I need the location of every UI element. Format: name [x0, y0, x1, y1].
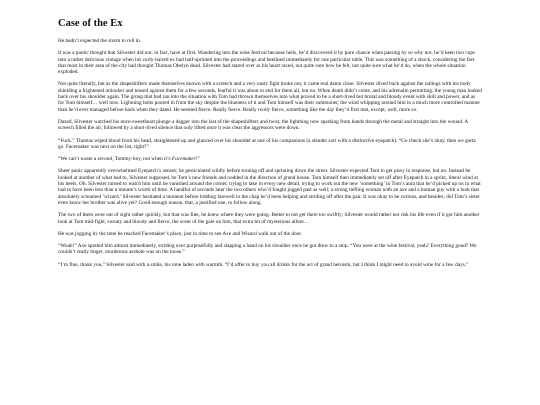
emphasis-text: second — [97, 156, 113, 163]
paragraph — [58, 262, 482, 268]
paragraph-text: !” — [195, 156, 200, 163]
paragraph-text: “We can’t waste a — [58, 156, 98, 163]
paragraph — [58, 212, 482, 225]
paragraph-text: He was jogging by the time he reached Facemaker’s place, just in time to see Axe and Wizard walk out of the door. — [58, 230, 303, 237]
paragraph — [58, 243, 482, 256]
paragraph-text: , he’d been two cups into a rather delicious vintage when his curly-haired ex had half-sprinted into the proceedings and beelined immediately for one particular table. This was something of a shock, considering the fact that most in their area of the city had thought Thomas Obelyn dead. Silvester had stared over as his heart raced, not quite sure how he felt, not quite sure what he’d do, when the whole situation exploded. — [58, 50, 476, 76]
paragraph-text: “Fuck.” Thomas wiped blood from his head, straightened up and glanced over his shoulder at one of his companions (a slender sort with a distinctive eyepatch). “Go check she’s okay, then we gotta go. Facemaker was next on the list, right?” — [58, 137, 476, 150]
document-title: Case of the Ex — [58, 18, 123, 29]
emphasis-text: too — [318, 212, 326, 219]
paragraph — [58, 119, 482, 132]
paragraph-text: fierce, something like the day they’d first met, except, well, more so. — [270, 106, 418, 113]
paragraph — [58, 38, 482, 44]
paragraph-text: It was a poetic thought that Silvester did not, in fact, have at first. Wandering into the wine festival because hells, he’d discovered it by pure chance when passing by so why — [58, 50, 425, 57]
paragraph — [58, 81, 482, 112]
emphasis-text: Facemaker — [171, 156, 196, 163]
paragraph-text: He hadn’t expected the storm to roll in. — [58, 38, 142, 44]
document-body — [58, 38, 482, 268]
paragraph-text: The two of them were out of sight rather quickly, but that was fine, he knew where they were going. Better to not get there — [58, 212, 319, 219]
paragraph-text: Dazed, Silvester watched his once-sweetheart plunge a dagger into the last of the shapeshifters and twist, the lightning now sparking from hands through the metal and straight into the wound. A screech filled the air, followed by a short-lived silence that only lifted once it was clear the aggressors were down. — [58, 118, 468, 132]
paragraph-text: “Woah!” Axe spotted him almost immediately, striding over purposefully and slapping a hand on his shoulder once he got drew to a stop. “You were at the wine festival, yeah? Everything good? We couldn’t really linger, murderous asshole was on the loose.” — [58, 243, 477, 256]
paragraph — [58, 138, 482, 151]
emphasis-text: really — [258, 106, 271, 113]
paragraph-text: Sheer panic apparently overwhelmed Eyepatch’s senses; he gesticulated wildly before turning off and sprinting down the street. Silvester expected Tom to get pissy in response, but no. Instead he looked at another of what had to, Silvester supposed, be Tom’s new friends and nodded in the direction of grand house. Tom himself then immediately set off after Eyepatch in a sprint, literal wind at his heels. Oh. Silvester turned to watch him until he vanished around the corner, trying to take in every new detail, trying to work out the new ‘something’ in Tom’s aura that he’d picked up on in what had to have been less than a minute’s worth of time. A handful of seconds later the two others who’d fought jogged past as well; a strong tiefling woman with an axe and a human guy with a look that absolutely screamed ‘wizard.’ Silvester hesitated a moment before bidding farewell to the chap he’d been helping and striding off after the pair. It was okay to be curious, and besides, did Tom’s sister even know her brother was alive yet? Good enough reason, that, a justified one, to follow along. — [58, 168, 481, 206]
emphasis-text: not — [424, 50, 432, 57]
paragraph-text: “I’m fine, thank you,” Silvester said with a smile, his tone laden with warmth. “I’d offer to buy you all drinks for the act of grand heroism, but I think I might need to avoid wine for a few days.” — [58, 261, 469, 268]
paragraph — [58, 231, 482, 237]
paragraph-text: , Tommy-boy, not when it’s — [112, 156, 172, 163]
paragraph-text: Not quite literally, but as the shapeshifters made themselves known with a screech and a very nasty fight broke out, it came real damn close. Silvester dived back against the railings with his body shielding a frightened onlooker and tensed against them for a few seconds, fearful it was about to end for them all, but no. When death didn’t come, and his adrenalin permitting, the young man looked back over his shoulder again. The group that had ran into the situation with Tom had thrown themselves into what proved to be a short-lived but brutal and bloody event with skill and power, and as for Tom himself… well now. Lightning bolts poured in from the sky despite the blueness of it and Tom himself was their summoner, the wind whipping around him in a much more controlled manner than he’d ever managed before back when they dated. He seemed fierce. Really fierce. Really — [58, 81, 482, 113]
paragraph — [58, 156, 482, 162]
paragraph — [58, 50, 482, 75]
paragraph — [58, 168, 482, 206]
paragraph-text: swiftly; Silvester would rather not risk his life even if it got him another look at Tom mid-fight, sweaty and bloody and fierce, the scent of the gale on him, that extra bit of mysterious allure… — [58, 212, 480, 225]
